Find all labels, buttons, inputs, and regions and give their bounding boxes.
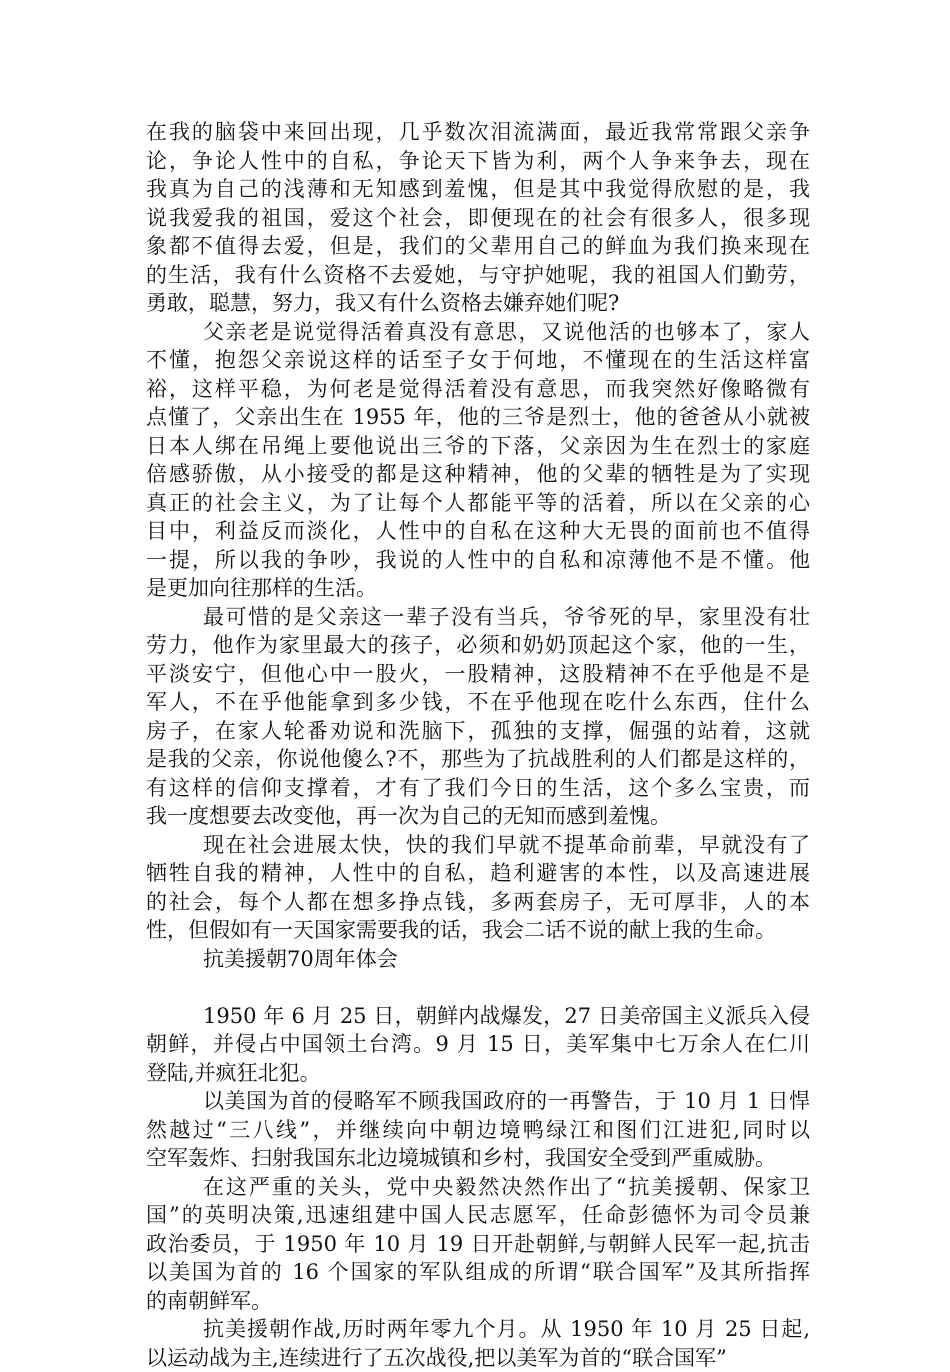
paragraph [146,1173,810,1316]
text-line: 目中，利益反而淡化，人性中的自私在这种大无畏的面前也不值得 [146,517,810,546]
text-line: 论，争论人性中的自私，争论天下皆为利，两个人争来争去，现在 [146,147,810,176]
text-line: 父亲老是说觉得活着真没有意思，又说他活的也够本了，家人 [146,318,810,347]
text-line: 以美国为首的 16 个国家的军队组成的所谓“联合国军”及其所指挥 [146,1258,810,1287]
text-line: 的生活，我有什么资格不去爱她，与守护她呢，我的祖国人们勤劳， [146,261,810,290]
text-line: 军人，不在乎他能拿到多少钱，不在乎他现在吃什么东西，住什么 [146,688,810,717]
text-line: 在这严重的关头，党中央毅然决然作出了“抗美援朝、保家卫 [146,1173,810,1202]
paragraph [146,603,810,831]
text-line: 日本人绑在吊绳上要他说出三爷的下落，父亲因为生在烈士的家庭 [146,432,810,461]
text-line: 房子，在家人轮番劝说和洗脑下，孤独的支撑，倔强的站着，这就 [146,717,810,746]
text-line: 然越过“三八线”，并继续向中朝边境鸭绿江和图们江进犯,同时以 [146,1116,810,1145]
paragraph [146,1087,810,1173]
text-line: 抗美援朝作战,历时两年零九个月。从 1950 年 10 月 25 日起, [146,1315,810,1344]
text-line: 象都不值得去爱，但是，我们的父辈用自己的鲜血为我们换来现在 [146,232,810,261]
text-line: 点懂了，父亲出生在 1955 年，他的三爷是烈士，他的爸爸从小就被 [146,403,810,432]
document-page [146,118,810,1372]
text-line: 的社会，每个人都在想多挣点钱，多两套房子，无可厚非，人的本 [146,888,810,917]
paragraph [146,1002,810,1088]
text-line: 抗美援朝70周年体会 [146,945,810,974]
text-line: 以运动战为主,连续进行了五次战役,把以美军为首的“联合国军” [146,1344,810,1372]
paragraph [146,945,810,974]
text-line: 以美国为首的侵略军不顾我国政府的一再警告，于 10 月 1 日悍 [146,1087,810,1116]
text-line: 倍感骄傲，从小接受的都是这种精神，他的父辈的牺牲是为了实现 [146,460,810,489]
text-line: 的南朝鲜军。 [146,1287,810,1316]
text-line: 勇敢，聪慧，努力，我又有什么资格去嫌弃她们呢? [146,289,810,318]
text-line: 是更加向往那样的生活。 [146,574,810,603]
text-line: 登陆,并疯狂北犯。 [146,1059,810,1088]
text-line: 我一度想要去改变他，再一次为自己的无知而感到羞愧。 [146,802,810,831]
text-line: 在我的脑袋中来回出现，几乎数次泪流满面，最近我常常跟父亲争 [146,118,810,147]
text-line: 裕，这样平稳，为何老是觉得活着没有意思，而我突然好像略微有 [146,375,810,404]
text-line: 政治委员，于 1950 年 10 月 19 日开赴朝鲜,与朝鲜人民军一起,抗击 [146,1230,810,1259]
text-line: 现在社会进展太快，快的我们早就不提革命前辈，早就没有了 [146,831,810,860]
paragraph [146,118,810,318]
text-line: 一提，所以我的争吵，我说的人性中的自私和凉薄他不是不懂。他 [146,546,810,575]
text-line: 最可惜的是父亲这一辈子没有当兵，爷爷死的早，家里没有壮 [146,603,810,632]
text-line: 朝鲜，并侵占中国领土台湾。9 月 15 日，美军集中七万余人在仁川 [146,1030,810,1059]
text-line: 1950 年 6 月 25 日，朝鲜内战爆发，27 日美帝国主义派兵入侵 [146,1002,810,1031]
paragraph [146,318,810,603]
text-line: 我真为自己的浅薄和无知感到羞愧，但是其中我觉得欣慰的是，我 [146,175,810,204]
text-line: 空军轰炸、扫射我国东北边境城镇和乡村，我国安全受到严重威胁。 [146,1144,810,1173]
text-line: 说我爱我的祖国，爱这个社会，即便现在的社会有很多人，很多现 [146,204,810,233]
paragraph [146,831,810,945]
blank-line [146,973,810,1002]
text-line: 平淡安宁，但他心中一股火，一股精神，这股精神不在乎他是不是 [146,660,810,689]
text-line: 有这样的信仰支撑着，才有了我们今日的生活，这个多么宝贵，而 [146,774,810,803]
text-line: 国”的英明决策,迅速组建中国人民志愿军，任命彭德怀为司令员兼 [146,1201,810,1230]
text-line: 真正的社会主义，为了让每个人都能平等的活着，所以在父亲的心 [146,489,810,518]
text-line: 劳力，他作为家里最大的孩子，必须和奶奶顶起这个家，他的一生， [146,631,810,660]
text-line: 不懂，抱怨父亲说这样的话至子女于何地，不懂现在的生活这样富 [146,346,810,375]
text-line: 牺牲自我的精神，人性中的自私，趋利避害的本性，以及高速进展 [146,859,810,888]
text-line: 是我的父亲，你说他傻么?不，那些为了抗战胜利的人们都是这样的， [146,745,810,774]
text-line: 性，但假如有一天国家需要我的话，我会二话不说的献上我的生命。 [146,916,810,945]
